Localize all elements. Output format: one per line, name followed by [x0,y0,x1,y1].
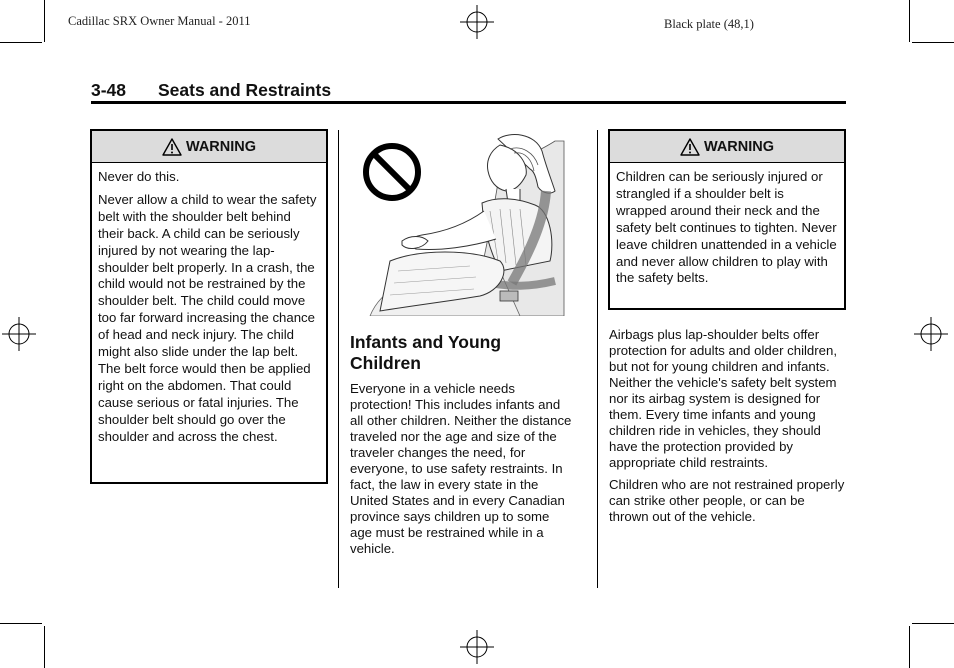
print-header-right: Black plate (48,1) [664,17,754,31]
warning-paragraph: Never allow a child to wear the safety belt with the shoulder belt behind their back. A child can be seriously injured by not wearing the lap-shoulder belt properly. In a crash, the child would not be restrained by the shoulder belt. The child could move too far forward increasing the chance of head and neck injury. The child might also slide under the lap belt. The belt force would then be applied right on the abdomen. That could cause serious or fatal injuries. The shoulder belt should go over the shoulder and across the chest. [98,191,317,444]
warning-box-right [608,129,846,310]
warning-paragraph: Never do this. [98,169,180,184]
print-header-left: Cadillac SRX Owner Manual - 2011 [68,14,251,28]
warning-paragraph: Children can be seriously injured or strangled if a shoulder belt is wrapped around their neck and the safety belt continues to tighten. Never leave children unattended in a vehicle and never allow children to play with the safety belts. [616,169,837,286]
warning-header [610,131,844,163]
warning-body [92,163,326,446]
registration-mark-icon [2,317,36,351]
column-divider [597,130,598,588]
right-column-text [609,327,845,525]
warning-icon [680,138,700,156]
crop-mark [909,0,910,42]
registration-mark-icon [460,5,494,39]
crop-mark [909,626,910,668]
crop-mark [912,623,954,624]
registration-mark-icon [460,630,494,664]
body-paragraph: Airbags plus lap-shoulder belts offer protection for adults and older children, but not for young children and infants. Neither the vehicle's safety belt system nor its airbag system is designed for them. Every time infants and young children ride in vehicles, they should have the protection provided by appropriate child restraints. [609,327,837,470]
header-rule [91,101,846,104]
section-heading-line: Infants and Young [350,332,502,352]
prohibition-icon [366,146,418,198]
warning-heading: WARNING [185,138,257,155]
crop-mark [912,42,954,43]
warning-icon [162,138,182,156]
warning-heading: WARNING [703,138,775,155]
crop-mark [0,623,42,624]
registration-mark-icon [914,317,948,351]
figure-illustration [350,131,566,316]
body-paragraph: Children who are not restrained properly can strike other people, or can be thrown out of the vehicle. [609,477,845,524]
page-title: Seats and Restraints [158,80,332,100]
crop-mark [0,42,42,43]
section-heading [350,332,501,374]
warning-header [92,131,326,163]
body-paragraph: Everyone in a vehicle needs protection! This includes infants and all other children. Neither the distance traveled nor the age and size of the traveler changes the need, for everyone, to use safety restraints. In fact, the law in every state in the United States and in every Canadian province says children up to some age must be restrained while in a vehicle. [350,381,572,556]
warning-box-left [90,129,328,484]
column-divider [338,130,339,588]
warning-body [610,163,844,287]
crop-mark [44,626,45,668]
page-number: 3-48 [91,80,127,100]
crop-mark [44,0,45,42]
section-heading-line: Children [350,353,421,373]
section-paragraph [350,381,575,557]
